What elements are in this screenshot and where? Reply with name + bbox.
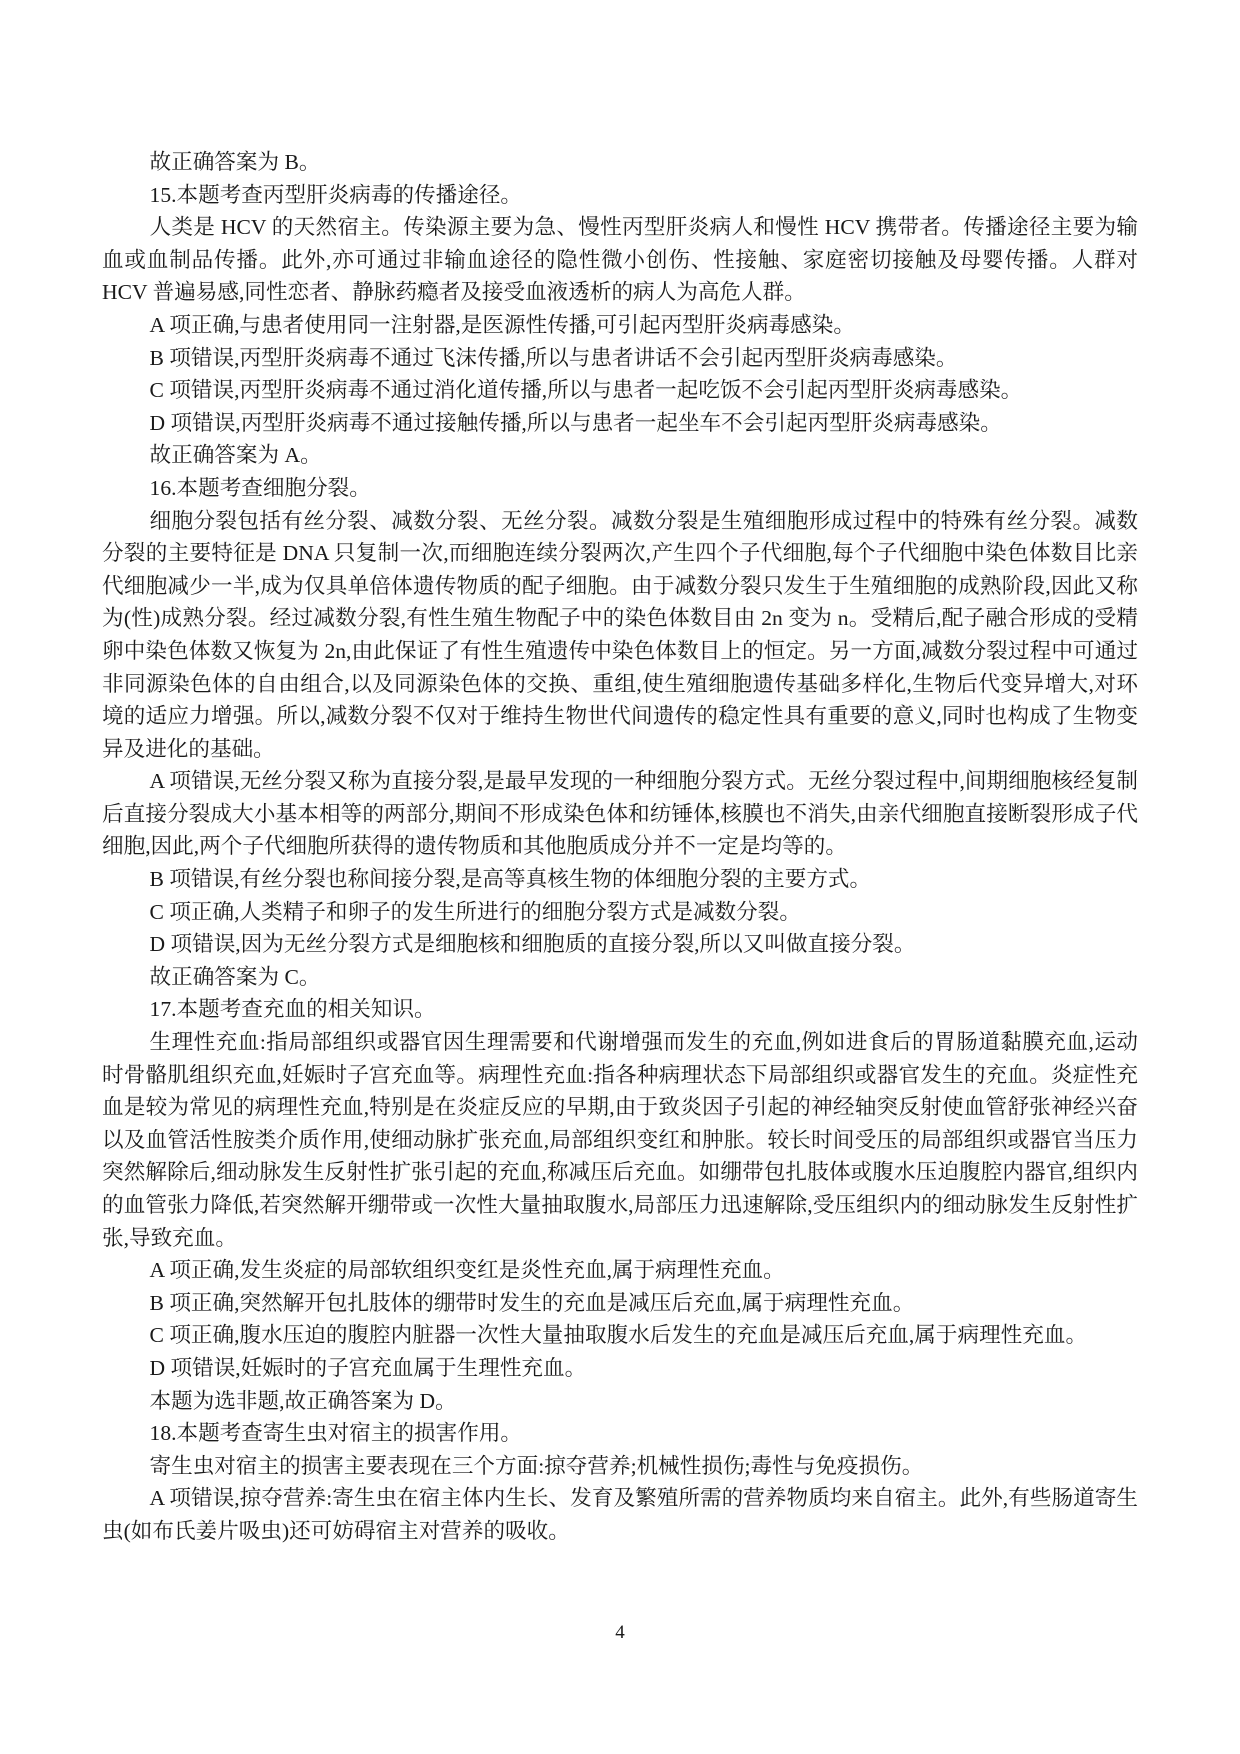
page-number: 4 — [615, 1622, 625, 1643]
paragraph: 18.本题考查寄生虫对宿主的损害作用。 — [149, 1421, 523, 1446]
paragraph: 故正确答案为 B。 — [149, 150, 321, 174]
paragraph: A 项正确,与患者使用同一注射器,是医源性传播,可引起丙型肝炎病毒感染。 — [149, 312, 855, 337]
paragraph: 本题为选非题,故正确答案为 D。 — [149, 1388, 457, 1413]
paragraph: C 项正确,腹水压迫的腹腔内脏器一次性大量抽取腹水后发生的充血是减压后充血,属于病理性充血。 — [149, 1323, 1088, 1348]
paragraph: D 项错误,因为无丝分裂方式是细胞核和细胞质的直接分裂,所以又叫做直接分裂。 — [149, 932, 916, 957]
paragraph: C 项错误,丙型肝炎病毒不通过消化道传播,所以与患者一起吃饭不会引起丙型肝炎病毒感染。 — [149, 378, 1023, 403]
paragraph: 故正确答案为 A。 — [149, 443, 322, 468]
paragraph: 17.本题考查充血的相关知识。 — [149, 997, 436, 1022]
paragraph: 生理性充血:指局部组织或器官因生理需要和代谢增强而发生的充血,例如进食后的胃肠道黏膜充血,运动时骨骼肌组织充血,妊娠时子宫充血等。病理性充血:指各种病理状态下局部组织或器官发生的充血。炎症性充血是较为常见的病理性充血,特别是在炎症反应的早期,由于致炎因子引起的神经轴突反射使血管舒张神经兴奋以及血管活性胺类介质作用,使细动脉扩张充血,局部组织变红和肿胀。较长时间受压的局部组织或器官当压力突然解除后,细动脉发生反射性扩张引起的充血,称减压后充血。如绷带包扎肢体或腹水压迫腹腔内器官,组织内的血管张力降低,若突然解开绷带或一次性大量抽取腹水,局部压力迅速解除,受压组织内的细动脉发生反射性扩张,导致充血。 — [102, 1030, 1138, 1250]
paragraph: B 项错误,丙型肝炎病毒不通过飞沫传播,所以与患者讲话不会引起丙型肝炎病毒感染。 — [149, 345, 958, 370]
paragraph: 人类是 HCV 的天然宿主。传染源主要为急、慢性丙型肝炎病人和慢性 HCV 携带者。传播途径主要为输血或血制品传播。此外,亦可通过非输血途径的隐性微小创伤、性接触、家庭密切接触及母婴传播。人群对 HCV 普遍易感,同性恋者、静脉药瘾者及接受血液透析的病人为高危人群。 — [102, 215, 1138, 305]
paragraph: 15.本题考查丙型肝炎病毒的传播途径。 — [149, 182, 523, 207]
paragraph: A 项正确,发生炎症的局部软组织变红是炎性充血,属于病理性充血。 — [149, 1258, 785, 1283]
paragraph: 细胞分裂包括有丝分裂、减数分裂、无丝分裂。减数分裂是生殖细胞形成过程中的特殊有丝分裂。减数分裂的主要特征是 DNA 只复制一次,而细胞连续分裂两次,产生四个子代细胞,每个子代细胞中染色体数目比亲代细胞减少一半,成为仅具单倍体遗传物质的配子细胞。由于减数分裂只发生于生殖细胞的成熟阶段,因此又称为(性)成熟分裂。经过减数分裂,有性生殖生物配子中的染色体数目由 2n 变为 n。受精后,配子融合形成的受精卵中染色体数又恢复为 2n,由此保证了有性生殖遗传中染色体数目上的恒定。另一方面,减数分裂过程中可通过非同源染色体的自由组合,以及同源染色体的交换、重组,使生殖细胞遗传基础多样化,生物后代变异增大,对环境的适应力增强。所以,减数分裂不仅对于维持生物世代间遗传的稳定性具有重要的意义,同时也构成了生物变异及进化的基础。 — [102, 508, 1138, 761]
paragraph: B 项错误,有丝分裂也称间接分裂,是高等真核生物的体细胞分裂的主要方式。 — [149, 867, 872, 892]
paragraph: B 项正确,突然解开包扎肢体的绷带时发生的充血是减压后充血,属于病理性充血。 — [149, 1290, 915, 1315]
paragraph: C 项正确,人类精子和卵子的发生所进行的细胞分裂方式是减数分裂。 — [149, 899, 801, 924]
paragraph: D 项错误,丙型肝炎病毒不通过接触传播,所以与患者一起坐车不会引起丙型肝炎病毒感染。 — [149, 410, 1002, 435]
paragraph: A 项错误,掠夺营养:寄生虫在宿主体内生长、发育及繁殖所需的营养物质均来自宿主。此外,有些肠道寄生虫(如布氏姜片吸虫)还可妨碍宿主对营养的吸收。 — [102, 1486, 1138, 1543]
paragraph: 寄生虫对宿主的损害主要表现在三个方面:掠夺营养;机械性损伤;毒性与免疫损伤。 — [149, 1453, 924, 1478]
paragraph: D 项错误,妊娠时的子宫充血属于生理性充血。 — [149, 1355, 587, 1380]
paragraph: 故正确答案为 C。 — [149, 964, 321, 989]
paragraph: A 项错误,无丝分裂又称为直接分裂,是最早发现的一种细胞分裂方式。无丝分裂过程中,间期细胞核经复制后直接分裂成大小基本相等的两部分,期间不形成染色体和纺锤体,核膜也不消失,由亲代细胞直接断裂形成子代细胞,因此,两个子代细胞所获得的遗传物质和其他胞质成分并不一定是均等的。 — [102, 769, 1138, 859]
paragraph: 16.本题考查细胞分裂。 — [149, 475, 371, 500]
document-body — [102, 146, 1138, 1548]
